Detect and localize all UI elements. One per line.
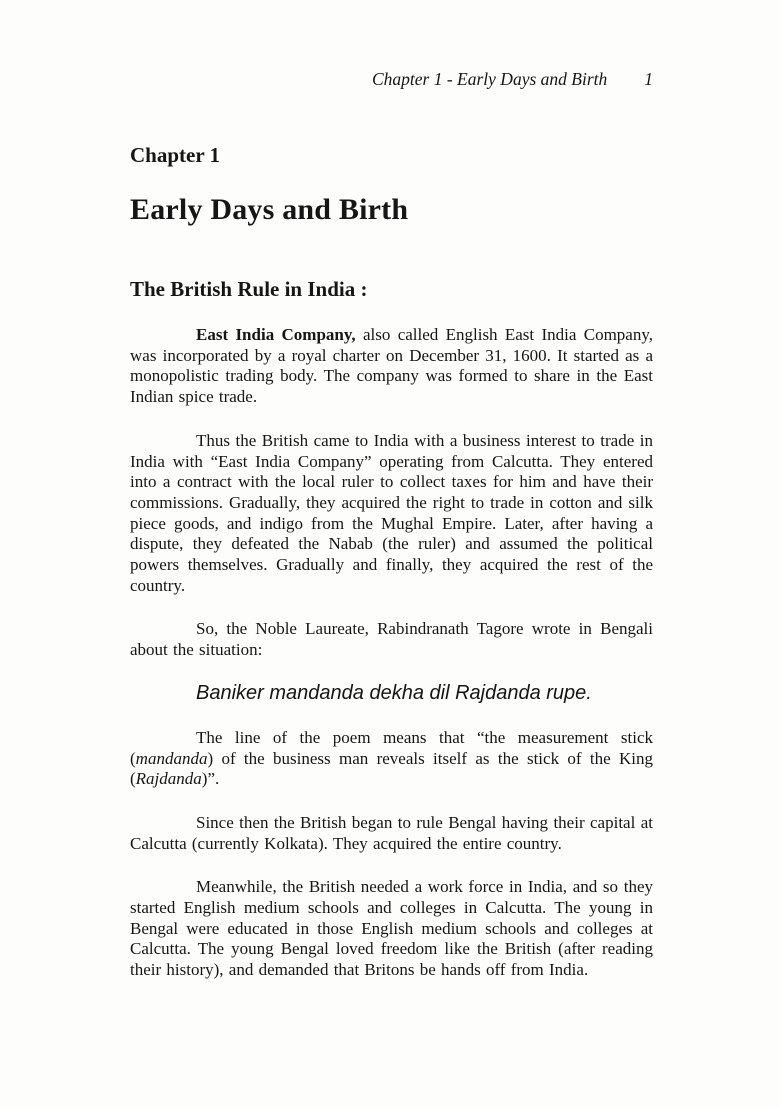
running-header xyxy=(130,69,653,89)
running-header-title: Chapter 1 - Early Days and Birth xyxy=(371,69,608,89)
section-heading: The British Rule in India : xyxy=(130,277,368,301)
paragraph-rule-bengal: Since then the British began to rule Bengal having their capital at Calcutta (currently Kolkata). They acquired the entire country. xyxy=(130,812,653,853)
poem-term-rajdanda: Rajdanda xyxy=(135,769,202,789)
poem-meaning-text-1: The line of the poem means that “the measurement stick ( xyxy=(130,727,653,768)
page-content xyxy=(130,0,653,981)
paragraph-british-trade: Thus the British came to India with a business interest to trade in India with “East India Company” operating from Calcutta. They entered into a contract with the local ruler to collect taxes for him and have their commissions. Gradually, they acquired the right to trade in cotton and silk piece goods, and indigo from the Mughal Empire. Later, after having a dispute, they defeated the Nabab (the ruler) and assumed the political powers themselves. Gradually and finally, they acquired the rest of the country. xyxy=(130,430,653,595)
bold-lead-east-india-company: East India Company, xyxy=(196,325,356,344)
paragraph-tagore-intro: So, the Noble Laureate, Rabindranath Tagore wrote in Bengali about the situation: xyxy=(130,619,653,660)
paragraph-work-force: Meanwhile, the British needed a work force in India, and so they started English medium schools and colleges in Calcutta. The young in Bengal were educated in those English medium schools and colleges at Calcutta. The young Bengal loved freedom like the British (after reading their history), and demanded that Britons be hands off from India. xyxy=(130,877,653,980)
page-number: 1 xyxy=(644,69,653,89)
paragraph-east-india-company xyxy=(130,325,653,408)
poem-meaning-text-3: )”. xyxy=(201,769,220,789)
chapter-label: Chapter 1 xyxy=(130,143,221,167)
poem-term-mandanda: mandanda xyxy=(135,748,208,768)
poem-meaning-text-2: ) of the business man reveals itself as the stick of the King ( xyxy=(130,748,653,789)
bengali-poem-quote: Baniker mandanda dekha dil Rajdanda rupe. xyxy=(196,681,592,704)
chapter-title: Early Days and Birth xyxy=(130,193,409,226)
paragraph-poem-meaning xyxy=(130,728,653,790)
paragraph-east-india-company-rest: also called English East India Company, was incorporated by a royal charter on December 31, 1600. It started as a monopolistic trading body. The company was formed to share in the East Indian spice trade. xyxy=(130,325,653,407)
